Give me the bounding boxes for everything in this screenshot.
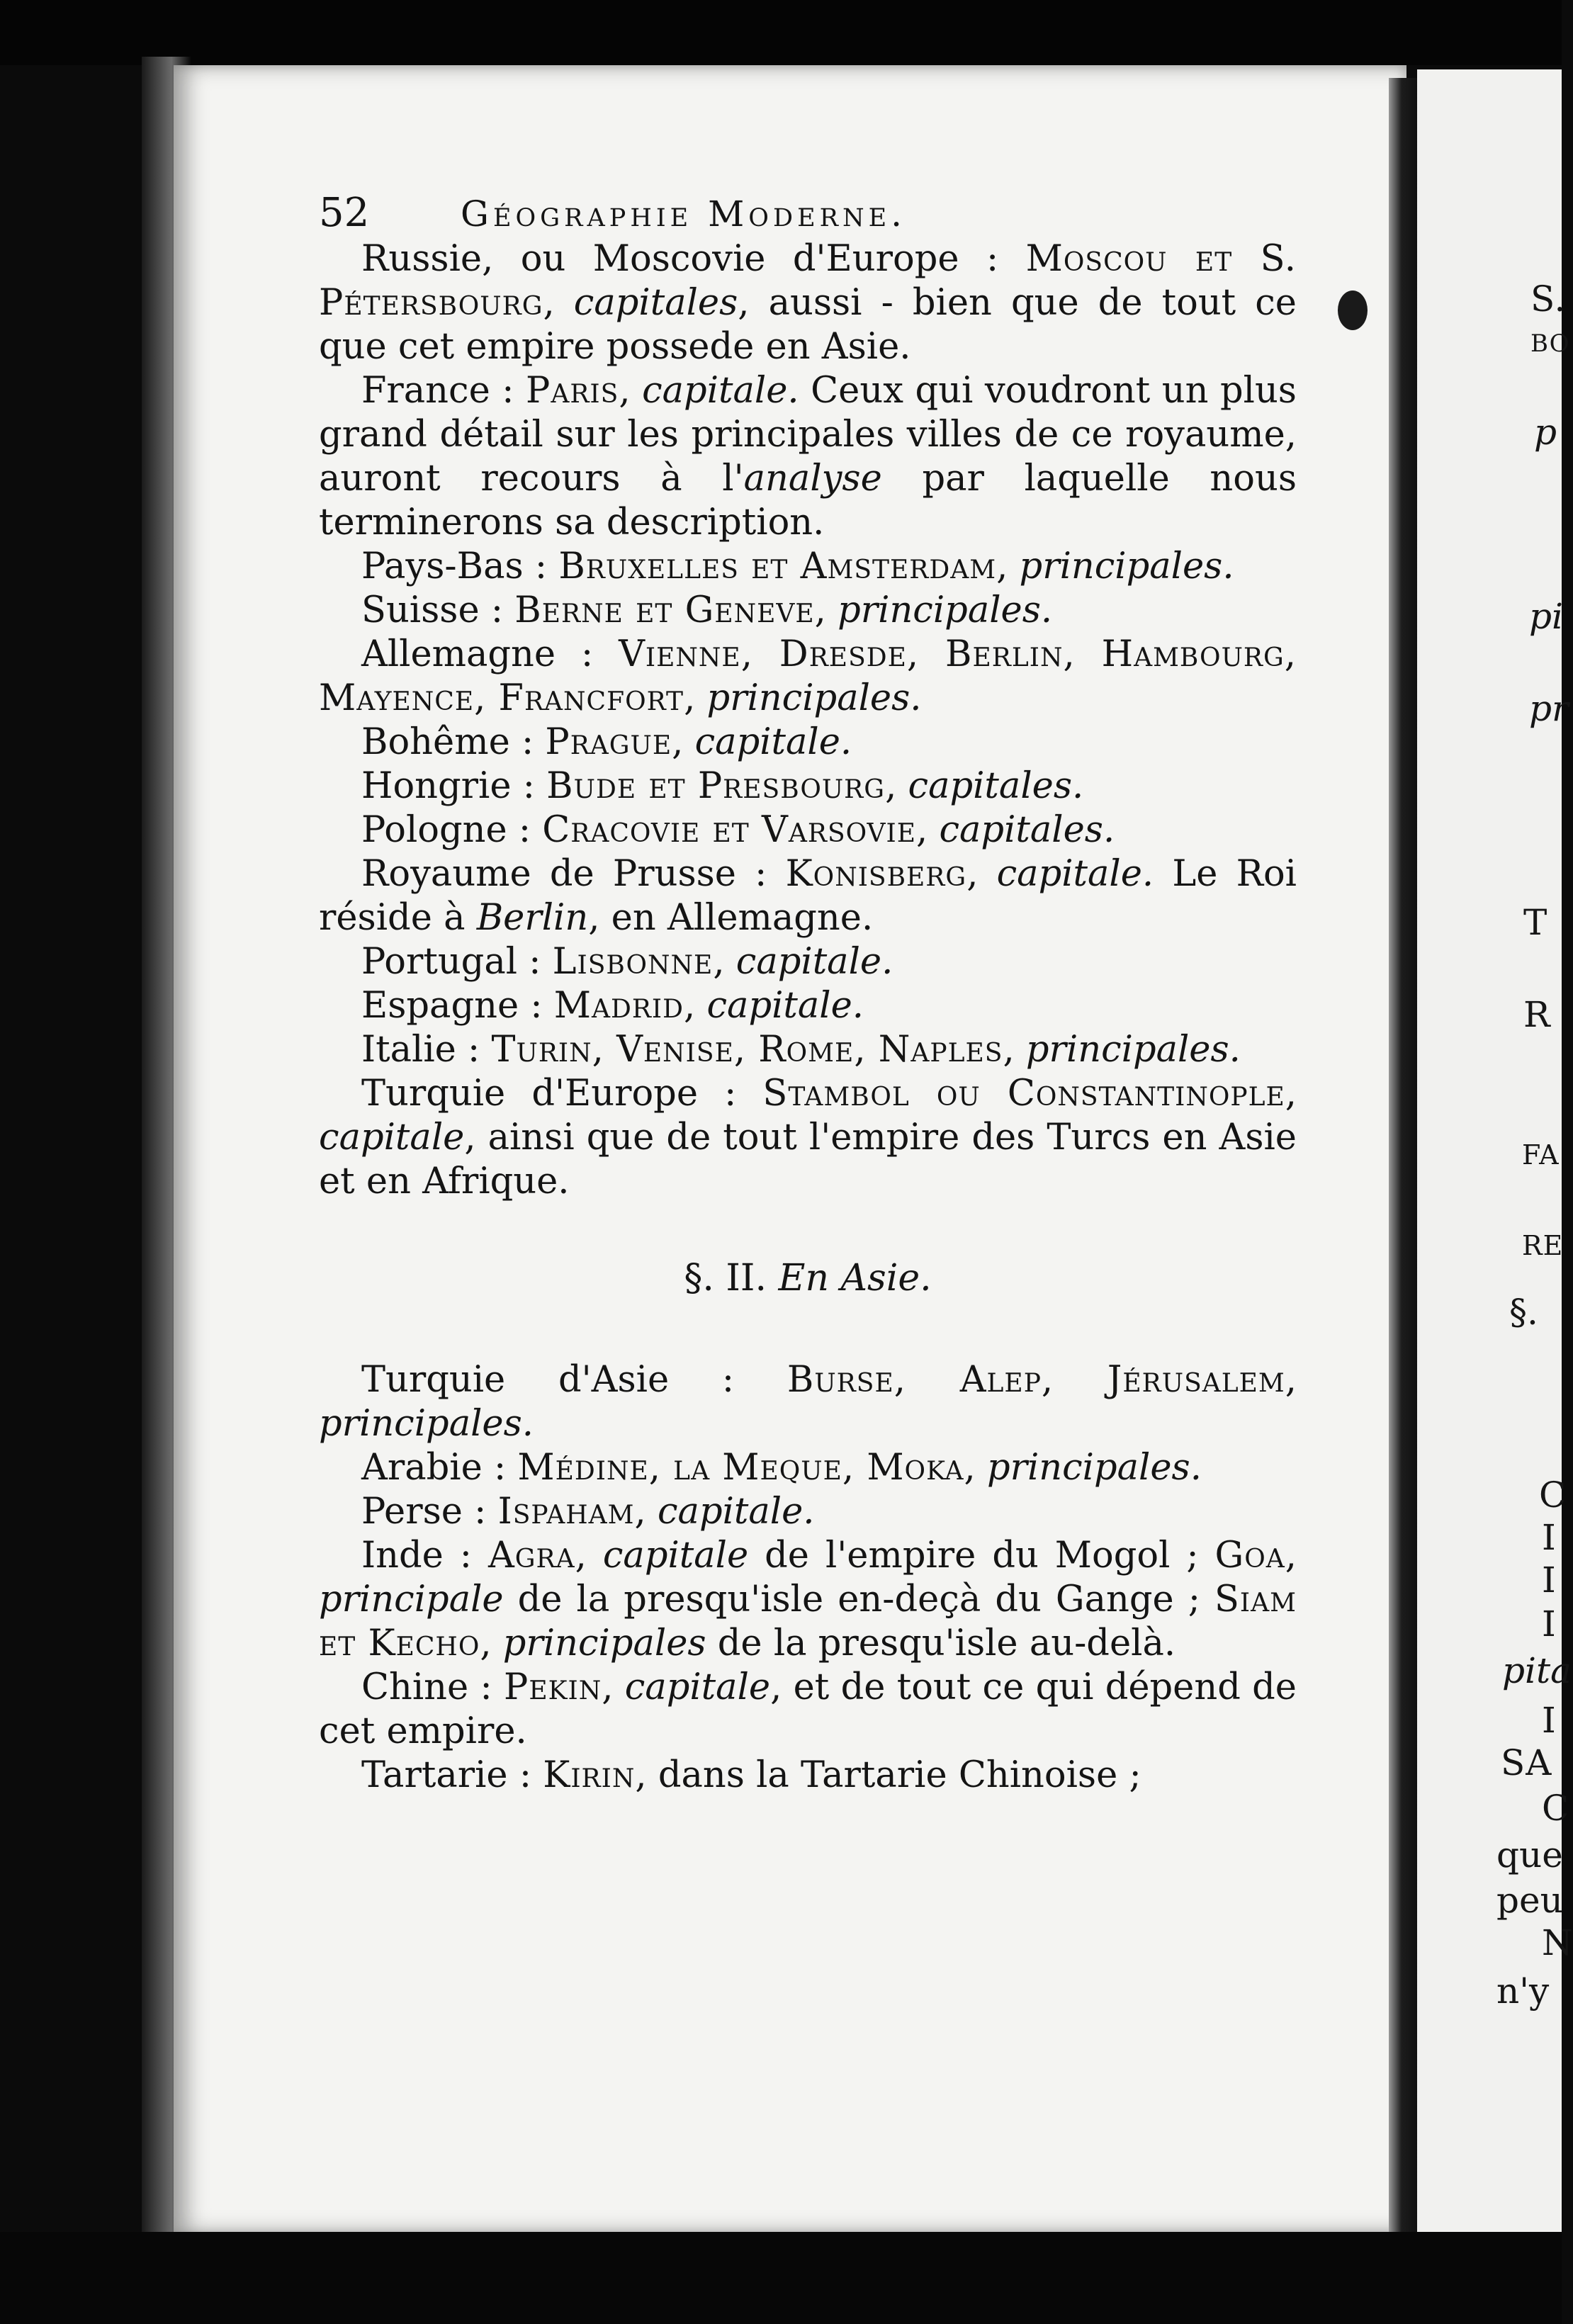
entry-text: de la presqu'isle au-delà. bbox=[706, 1623, 1176, 1664]
entry-text: Ceux qui voudront un plus grand détail sur les principales villes de ce royaume, auront recours à l' bbox=[319, 370, 1297, 500]
entry-hongrie: Hongrie : Bude et Presbourg, capitales. bbox=[361, 765, 1084, 807]
city-role: capitale. bbox=[657, 1491, 815, 1533]
country-label: Pays-Bas : bbox=[361, 546, 548, 587]
country-label: Inde : bbox=[361, 1535, 472, 1576]
city-role: capitale. bbox=[996, 853, 1154, 895]
city-role: principales. bbox=[986, 1447, 1202, 1489]
entry-tartarie bbox=[319, 1754, 1297, 1798]
city-names: Berne et Geneve bbox=[514, 590, 815, 631]
right-fragment: S. bbox=[1530, 278, 1567, 320]
entry-turquie-asie: Turquie d'Asie : Burse, Alep, Jérusalem, principales. bbox=[319, 1359, 1297, 1445]
city-names: Agra bbox=[487, 1535, 575, 1576]
entry-turquie-europe: Turquie d'Europe : Stambol ou Constantinople, capitale, ainsi que de tout l'empire des Turcs en Asie et en Afrique. bbox=[319, 1073, 1297, 1202]
entry-russie: Russie, ou Moscovie d'Europe : Moscou et S. Pétersbourg, capitales, aussi - bien que de tout ce que cet empire possede en Asie. bbox=[319, 238, 1297, 368]
city-names: Paris bbox=[526, 370, 619, 412]
city-names: Bruxelles et Amsterdam bbox=[558, 546, 997, 587]
entry-arabie: Arabie : Médine, la Meque, Moka, principales. bbox=[361, 1447, 1202, 1489]
right-fragment: I bbox=[1542, 1603, 1556, 1645]
city-names: Stambol ou Constantinople bbox=[762, 1073, 1285, 1115]
entry-text: par laquelle nous terminerons sa description. bbox=[319, 458, 1297, 543]
country-label: Italie : bbox=[361, 1029, 480, 1071]
right-fragment: C bbox=[1539, 1474, 1567, 1516]
right-fragment: I bbox=[1542, 1559, 1556, 1601]
page-header bbox=[319, 191, 1297, 236]
right-fragment: n'y bbox=[1496, 1970, 1550, 2012]
book-gutter bbox=[1389, 78, 1417, 2239]
city-names: Ispaham bbox=[497, 1491, 635, 1533]
right-fragment: peu bbox=[1496, 1880, 1563, 1921]
entry-text: , dans la Tartarie Chinoise ; bbox=[635, 1754, 1141, 1796]
right-fragment: §. bbox=[1509, 1292, 1538, 1333]
entry-suisse: Suisse : Berne et Geneve, principales. bbox=[361, 590, 1053, 631]
entry-text: de la presqu'isle en-deçà du Gange ; bbox=[503, 1579, 1214, 1620]
right-fragment: pr bbox=[1529, 688, 1569, 729]
country-label: Hongrie : bbox=[361, 765, 535, 807]
city-names: Lisbonne bbox=[552, 941, 714, 983]
country-label: Tartarie : bbox=[361, 1754, 532, 1796]
right-fragment: I bbox=[1542, 1517, 1556, 1558]
city-names: Konisberg bbox=[785, 853, 967, 895]
city-names: Goa bbox=[1214, 1535, 1285, 1576]
city-role: capitale. bbox=[735, 941, 893, 983]
city-role: capitales bbox=[573, 282, 738, 324]
right-fragment: p bbox=[1534, 412, 1557, 453]
city-role: capitales. bbox=[908, 765, 1084, 807]
right-fragment: pi bbox=[1529, 596, 1563, 637]
city-names: Prague bbox=[545, 721, 672, 763]
entry-boheme: Bohême : Prague, capitale. bbox=[361, 721, 852, 763]
right-fragment: N bbox=[1542, 1922, 1573, 1963]
right-fragment: T bbox=[1523, 902, 1547, 943]
entry-text-italic: analyse bbox=[743, 458, 882, 500]
city-role: principale bbox=[319, 1579, 504, 1620]
right-fragment: pita bbox=[1502, 1650, 1572, 1691]
entry-inde: Inde : Agra, capitale de l'empire du Mogol ; Goa, principale de la presqu'isle en-deçà du Gange ; Siam et Kecho, principales de la presqu'isle au-delà. bbox=[319, 1535, 1297, 1664]
city-names: Burse, Alep, Jérusalem bbox=[786, 1359, 1285, 1401]
entry-text: , ainsi que de tout l'empire des Turcs en Asie et en Afrique. bbox=[319, 1117, 1297, 1202]
country-label: Turquie d'Asie : bbox=[361, 1359, 735, 1401]
entry-text: , en Allemagne. bbox=[588, 897, 874, 939]
section-heading bbox=[319, 1256, 1297, 1300]
city-role: capitale bbox=[624, 1666, 771, 1708]
section-title-text: En Asie. bbox=[778, 1257, 932, 1299]
country-label: Suisse : bbox=[361, 590, 504, 631]
entry-text: , aussi - bien que de tout ce que cet empire possede en Asie. bbox=[319, 282, 1297, 368]
city-role: principales. bbox=[838, 590, 1053, 631]
entry-espagne: Espagne : Madrid, capitale. bbox=[361, 985, 864, 1027]
city-names: Turin, Venise, Rome, Naples bbox=[491, 1029, 1003, 1071]
city-role: principales bbox=[502, 1623, 706, 1664]
city-names: Médine, la Meque, Moka bbox=[517, 1447, 964, 1489]
country-label: Chine : bbox=[361, 1666, 492, 1708]
running-head: Géographie Moderne. bbox=[461, 193, 907, 235]
city-role: principales. bbox=[1019, 546, 1234, 587]
entry-prusse: Royaume de Prusse : Konisberg, capitale. Le Roi réside à Berlin, en Allemagne. bbox=[319, 853, 1297, 939]
country-label: France : bbox=[361, 370, 514, 412]
city-names: Vienne, Dresde, Berlin, Hambourg, Mayence, Francfort bbox=[319, 633, 1297, 719]
city-role: capitales. bbox=[939, 809, 1115, 851]
entry-allemagne: Allemagne : Vienne, Dresde, Berlin, Hambourg, Mayence, Francfort, principales. bbox=[319, 633, 1297, 719]
city-role: principales. bbox=[319, 1403, 534, 1445]
ink-blot bbox=[1338, 290, 1368, 330]
section-number: §. II. bbox=[684, 1257, 767, 1299]
right-fragment: I bbox=[1542, 1700, 1556, 1741]
city-names: Bude et Presbourg bbox=[546, 765, 886, 807]
city-role: capitale. bbox=[706, 985, 864, 1027]
page-text bbox=[319, 191, 1297, 1798]
entry-france: France : Paris, capitale. Ceux qui voudront un plus grand détail sur les principales villes de ce royaume, auront recours à l'analyse par laquelle nous terminerons sa description. bbox=[319, 370, 1297, 543]
city-names: Moscou et S. Pétersbourg bbox=[319, 238, 1297, 324]
right-fragment: SA bbox=[1501, 1742, 1552, 1783]
country-label: Royaume de Prusse : bbox=[361, 853, 767, 895]
right-fragment: RE bbox=[1522, 1230, 1564, 1261]
scan-bottom-border bbox=[0, 2232, 1562, 2324]
city-names: Pekin bbox=[504, 1666, 602, 1708]
entry-pologne: Pologne : Cracovie et Varsovie, capitales. bbox=[361, 809, 1115, 851]
right-fragment: R bbox=[1523, 994, 1550, 1035]
right-fragment: que bbox=[1496, 1834, 1563, 1875]
entry-paysbas: Pays-Bas : Bruxelles et Amsterdam, principales. bbox=[361, 546, 1234, 587]
right-fragment: C bbox=[1542, 1788, 1569, 1829]
city-names: Cracovie et Varsovie bbox=[542, 809, 917, 851]
country-label: Perse : bbox=[361, 1491, 487, 1533]
country-label: Allemagne : bbox=[361, 633, 594, 675]
country-label: Bohême : bbox=[361, 721, 534, 763]
entry-chine: Chine : Pekin, capitale, et de tout ce qui dépend de cet empire. bbox=[319, 1666, 1297, 1752]
entry-text-italic: Berlin bbox=[476, 897, 589, 939]
country-label: Espagne : bbox=[361, 985, 543, 1027]
city-names: Madrid bbox=[553, 985, 684, 1027]
country-label: Russie, ou Moscovie d'Europe : bbox=[361, 238, 999, 280]
country-label: Pologne : bbox=[361, 809, 531, 851]
entry-text: , et de tout ce qui dépend de cet empire. bbox=[319, 1666, 1297, 1752]
city-role: principales. bbox=[706, 677, 922, 719]
country-label: Turquie d'Europe : bbox=[361, 1073, 737, 1115]
city-role: capitale bbox=[319, 1117, 465, 1158]
city-role: capitale bbox=[602, 1535, 749, 1576]
right-fragment: BO bbox=[1530, 329, 1570, 358]
city-names: Siam et Kecho bbox=[319, 1579, 1297, 1664]
entry-italie: Italie : Turin, Venise, Rome, Naples, principales. bbox=[361, 1029, 1241, 1071]
entry-perse: Perse : Ispaham, capitale. bbox=[361, 1491, 815, 1533]
entry-portugal: Portugal : Lisbonne, capitale. bbox=[361, 941, 893, 983]
city-role: capitale. bbox=[694, 721, 852, 763]
scan-top-border bbox=[0, 0, 1562, 65]
city-names: Kirin bbox=[543, 1754, 636, 1796]
right-fragment: FA bbox=[1522, 1139, 1560, 1171]
page-number: 52 bbox=[319, 190, 370, 236]
entry-text: Le Roi réside à bbox=[319, 853, 1297, 939]
country-label: Portugal : bbox=[361, 941, 541, 983]
city-role: principales. bbox=[1025, 1029, 1241, 1071]
city-role: capitale. bbox=[642, 370, 799, 412]
country-label: Arabie : bbox=[361, 1447, 507, 1489]
entry-text: de l'empire du Mogol ; bbox=[748, 1535, 1215, 1576]
